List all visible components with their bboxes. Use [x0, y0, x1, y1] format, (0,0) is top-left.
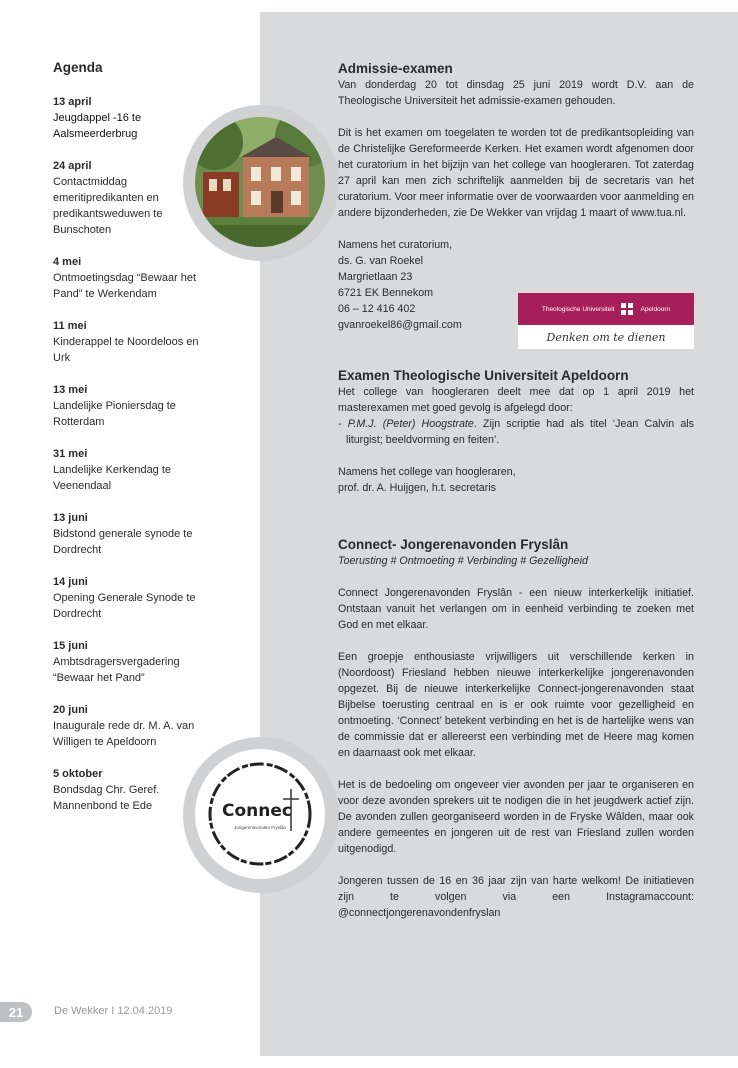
connect-paragraph: Connect Jongerenavonden Fryslân - een nieuw interkerkelijk initiatief. Ontstaan vanuit het verlangen om in eenheid verbinding te zoeken met God en met elkaar.	[338, 587, 694, 631]
event-description: Bondsdag Chr. Geref. Mannenbond te Ede	[53, 784, 160, 812]
agenda-event	[53, 446, 213, 494]
event-description: Ontmoetingsdag “Bewaar het Pand” te Werkendam	[53, 272, 197, 300]
connect-title: Connect- Jongerenavonden Fryslân	[338, 537, 569, 552]
event-description: Opening Generale Synode te Dordrecht	[53, 592, 196, 620]
connect-paragraph: Jongeren tussen de 16 en 36 jaar zijn van harte welkom! De initiatieven zijn te volgen via een Instagramaccount: @connectjongerenavondenfryslan	[338, 875, 694, 919]
tua-logo-motto: Denken om te dienen	[518, 325, 694, 349]
tua-logo-name: Theologische Universiteit	[541, 305, 615, 313]
event-description: Bidstond generale synode te Dordrecht	[53, 528, 193, 556]
agenda-event	[53, 254, 213, 302]
admissie-title: Admissie-examen	[338, 61, 453, 76]
event-description: Kinderappel te Noordeloos en Urk	[53, 336, 199, 364]
signature-line: Namens het curatorium,	[338, 239, 453, 251]
event-date: 14 juni	[53, 576, 88, 588]
agenda-event	[53, 510, 213, 558]
event-date: 13 mei	[53, 384, 88, 396]
event-description: Inaugurale rede dr. M. A. van Willigen te Apeldoorn	[53, 720, 195, 748]
event-description: Jeugdappel -16 te Aalsmeerderbrug	[53, 112, 142, 140]
agenda-event	[53, 94, 213, 142]
agenda-event	[53, 702, 213, 750]
event-description: Landelijke Kerkendag te Veenendaal	[53, 464, 172, 492]
event-date: 5 oktober	[53, 768, 103, 780]
building-photo	[195, 117, 325, 247]
agenda-event	[53, 638, 213, 686]
event-description: Contactmiddag emeritipredikanten en predikantsweduwen te Bunschoten	[53, 176, 163, 236]
agenda-title: Agenda	[53, 60, 103, 75]
connect-logo	[195, 749, 325, 879]
agenda-event	[53, 382, 213, 430]
connect-paragraph: Het is de bedoeling om ongeveer vier avonden per jaar te organiseren en voor deze avonden sprekers uit te nodigen die in het jeugdwerk actief zijn. De avonden zullen georganiseerd worden in de Fryske Wâlden, maar ook andere gemeentes en jongeren uit de rest van Friesland zullen worden uitgenodigd.	[338, 779, 694, 855]
connect-logo-word: Connec	[222, 801, 292, 821]
event-description: Ambtsdragersvergadering “Bewaar het Pand”	[53, 656, 180, 684]
signature-email: gvanroekel86@gmail.com	[338, 319, 462, 331]
signature-line: ds. G. van Roekel	[338, 255, 423, 267]
examen-signature	[338, 464, 694, 496]
signature-line: Margrietlaan 23	[338, 271, 413, 283]
examen-title: Examen Theologische Universiteit Apeldoorn	[338, 368, 629, 383]
examen-candidate-name: P.M.J. (Peter) Hoogstrate	[347, 418, 474, 430]
page-number: 21	[0, 1002, 32, 1022]
footer-text: De Wekker I 12.04.2019	[54, 1005, 173, 1017]
admissie-signature	[338, 237, 694, 333]
agenda-event	[53, 318, 213, 366]
signature-line: 06 – 12 416 402	[338, 303, 416, 315]
tua-logo-place: Apeldoorn	[640, 305, 671, 313]
connect-logo-subtitle: Jongerenavonden Fryslân	[233, 825, 287, 830]
page-footer	[0, 1002, 260, 1022]
event-date: 31 mei	[53, 448, 88, 460]
admissie-paragraph: Dit is het examen om toegelaten te worden tot de predikantsopleiding van de Christelijke Gereformeerde Kerken. Het examen wordt afgenomen door het curatorium in het bijzijn van het college van hoogleraren. Tot zaterdag 27 april kan men zich schriftelijk aanmelden bij de secretaris van het curatorium. Voor meer informatie over de voorwaarden voor aanmelding en andere bijzonderheden, zie De Wekker van vrijdag 1 maart of www.tua.nl.	[338, 127, 694, 219]
event-date: 15 juni	[53, 640, 88, 652]
event-date: 13 april	[53, 96, 92, 108]
connect-paragraph: Een groepje enthousiaste vrijwilligers uit verschillende kerken in (Noordoost) Friesland hebben nieuwe interkerkelijke jongerenavonden opgezet. Bij de nieuwe interkerkelijke Connect-jongerenavonden staat Bijbelse toerusting centraal en is er ook ruimte voor gezelligheid en ontmoeting. ‘Connect’ betekent verbinding en het is de hartelijke wens van de commissie dat er allereerst een verbinding met de Heere mag komen en daarnaast ook met elkaar.	[338, 651, 694, 759]
agenda-event	[53, 574, 213, 622]
event-description: Landelijke Pioniersdag te Rotterdam	[53, 400, 176, 428]
event-date: 20 juni	[53, 704, 88, 716]
connect-subtitle: Toerusting # Ontmoeting # Verbinding # Gezelligheid	[338, 555, 588, 567]
signature-line: Namens het college van hoogleraren,	[338, 466, 516, 478]
examen-item-text: . Zijn scriptie had als titel ‘Jean Calvin als liturgist; beeldvorming en feiten’.	[346, 418, 694, 446]
admissie-paragraph: Van donderdag 20 tot dinsdag 25 juni 2019 wordt D.V. aan de Theologische Universiteit het admissie-examen gehouden.	[338, 79, 694, 107]
articles-column	[338, 60, 694, 921]
signature-line: 6721 EK Bennekom	[338, 287, 434, 299]
building-illustration	[195, 117, 325, 247]
examen-paragraph: Het college van hoogleraren deelt mee dat op 1 april 2019 het masterexamen met goed gevolg is afgelegd door:	[338, 386, 694, 414]
event-date: 13 juni	[53, 512, 88, 524]
event-date: 24 april	[53, 160, 92, 172]
event-date: 4 mei	[53, 256, 82, 268]
examen-list-item: - P.M.J. (Peter) Hoogstrate. Zijn scriptie had als titel ‘Jean Calvin als liturgist; beeldvorming en feiten’.	[338, 418, 694, 446]
signature-line: prof. dr. A. Huijgen, h.t. secretaris	[338, 482, 497, 494]
event-date: 11 mei	[53, 320, 87, 332]
